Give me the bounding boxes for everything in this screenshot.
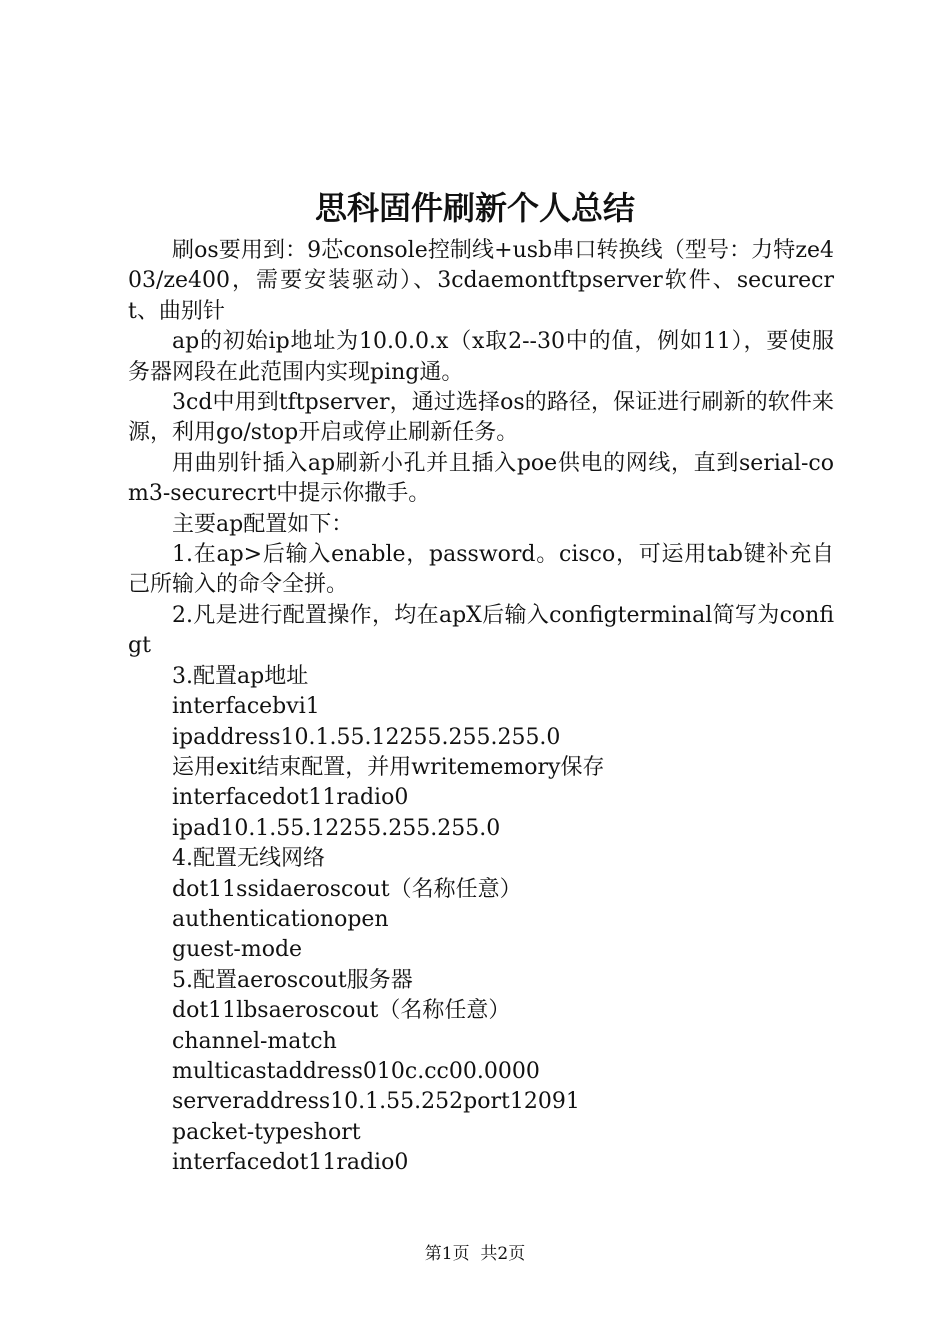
paragraph: 运用exit结束配置，并用writememory保存 — [172, 754, 605, 780]
paragraph: 1.在ap>后输入enable，password。cisco，可运用tab键补充自己所输入的命令全拼。 — [128, 542, 834, 598]
paragraph: 5.配置aeroscout服务器 — [172, 967, 413, 993]
paragraph: 2.凡是进行配置操作，均在apX后输入configterminal简写为configt — [128, 602, 834, 659]
config-line: interfacedot11radio0 — [172, 785, 409, 811]
config-line: dot11lbsaeroscout（名称任意） — [172, 998, 511, 1024]
paragraph: 用曲别针插入ap刷新小孔并且插入poe供电的网线，直到serial-com3-securecrt中提示你撒手。 — [128, 450, 834, 507]
paragraph: 3cd中用到tftpserver，通过选择os的路径，保证进行刷新的软件来源，利用go/stop开启或停止刷新任务。 — [128, 390, 834, 446]
config-line: serveraddress10.1.55.252port12091 — [172, 1089, 580, 1115]
page-footer: 第1页 共2页 — [424, 1244, 526, 1264]
config-line: dot11ssidaeroscout（名称任意） — [172, 876, 522, 902]
paragraph: 3.配置ap地址 — [172, 663, 309, 689]
config-line: interfacedot11radio0 — [172, 1150, 409, 1176]
config-line: interfacebvi1 — [172, 694, 320, 720]
config-line: ipaddress10.1.55.12255.255.255.0 — [172, 724, 561, 750]
paragraph: 刷os要用到：9芯console控制线+usb串口转换线（型号：力特ze403/ze400，需要安装驱动）、3cdaemontftpserver软件、securecrt、曲别针 — [128, 238, 834, 324]
config-line: authenticationopen — [172, 906, 389, 932]
document-title: 思科固件刷新个人总结 — [314, 189, 635, 227]
config-line: guest-mode — [172, 937, 303, 963]
config-line: packet-typeshort — [172, 1119, 361, 1145]
paragraph: 4.配置无线网络 — [172, 846, 325, 872]
paragraph: 主要ap配置如下： — [172, 511, 354, 537]
document-body — [128, 236, 834, 1179]
config-line: ipad10.1.55.12255.255.255.0 — [172, 815, 501, 841]
paragraph: ap的初始ip地址为10.0.0.x（x取2--30中的值，例如11），要使服务器网段在此范围内实现ping通。 — [128, 329, 834, 385]
config-line: multicastaddress010c.cc00.0000 — [172, 1058, 540, 1084]
config-line: channel-match — [172, 1028, 337, 1054]
